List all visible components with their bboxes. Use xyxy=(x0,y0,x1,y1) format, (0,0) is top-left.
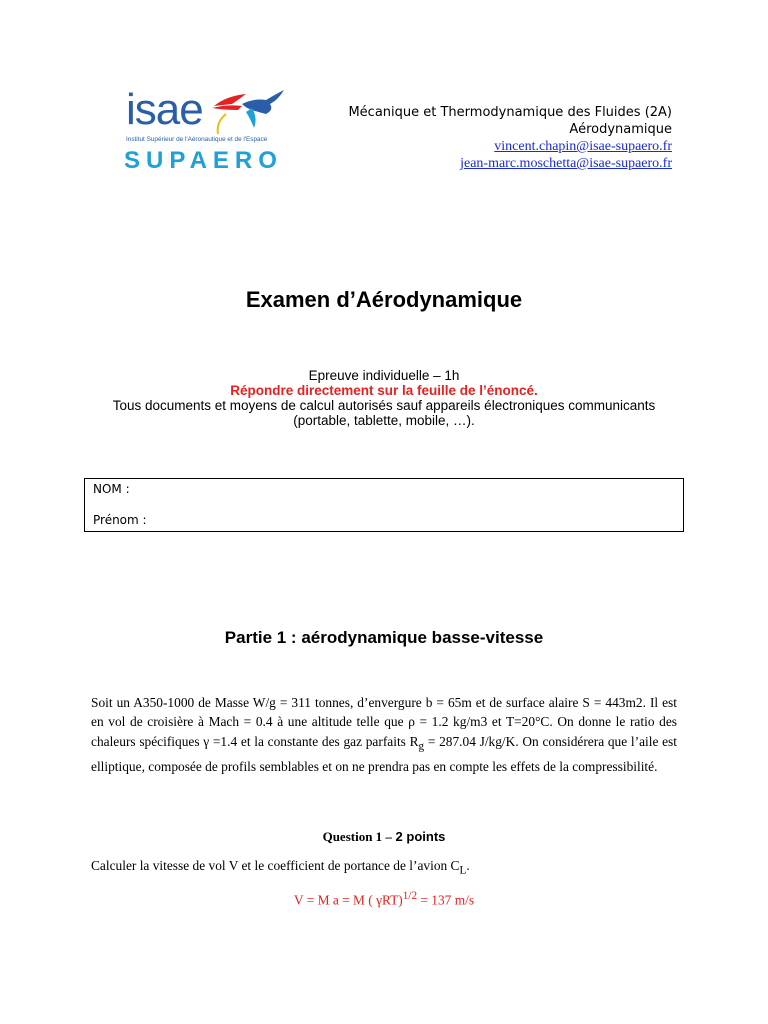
email-link-chapin[interactable]: vincent.chapin@isae-supaero.fr xyxy=(494,139,672,154)
nom-label: NOM : xyxy=(93,482,130,496)
question-prompt xyxy=(91,858,470,877)
prenom-label: Prénom : xyxy=(93,513,147,527)
course-name: Mécanique et Thermodynamique des Fluides (2A) xyxy=(348,105,672,120)
course-header xyxy=(348,104,672,172)
formula-exponent: 1/2 xyxy=(402,890,418,902)
problem-statement xyxy=(91,693,677,776)
problem-text-part1: Soit un A350-1000 de Masse W/g = 311 tonnes, d’envergure b = 65m et de surface alaire S = 443m2. Il est en vol de croisière à Mach = 0.4 à une altitude telle que ρ = 1.2 kg/m3 et T=20°C. On donne le ratio des chaleurs spécifiques γ =1.4 et la constante des gaz parfaits R xyxy=(91,695,677,749)
section-heading: Partie 1 : aérodynamique basse-vitesse xyxy=(224,628,544,647)
question-heading xyxy=(0,829,768,845)
lift-coefficient-subscript: L xyxy=(459,864,467,877)
formula-result: = 137 m/s xyxy=(417,892,475,908)
problem-text-part2: = 287.04 J/kg/K. On considérera que l’aile est elliptique, composée de profils semblables et on ne prendra pas en compte les effets de la compressibilité. xyxy=(91,733,677,774)
logo-isae-text: isae xyxy=(126,85,203,134)
formula-left: V = M a = M ( γRT) xyxy=(293,892,403,908)
logo-supaero-text: SUPAERO xyxy=(124,147,283,174)
email-link-moschetta[interactable]: jean-marc.moschetta@isae-supaero.fr xyxy=(460,156,672,171)
question-label: Question 1 – xyxy=(322,829,392,844)
documents-rule: Tous documents et moyens de calcul autorisés sauf appareils électroniques communicants xyxy=(112,398,656,413)
devices-rule: (portable, tablette, mobile, …). xyxy=(293,413,475,428)
course-subject: Aérodynamique xyxy=(569,122,672,137)
question-points: 2 points xyxy=(391,829,446,844)
exam-title: Examen d’Aérodynamique xyxy=(245,287,523,312)
bird-plane-icon xyxy=(208,88,284,138)
prompt-text: Calculer la vitesse de vol V et le coefficient de portance de l’avion C xyxy=(91,858,460,873)
isae-supaero-logo xyxy=(122,85,284,180)
answer-instruction: Répondre directement sur la feuille de l’énoncé. xyxy=(230,383,538,398)
exam-instructions xyxy=(0,368,768,428)
logo-subtitle: Institut Supérieur de l'Aéronautique et de l'Espace xyxy=(126,136,268,143)
exam-duration: Epreuve individuelle – 1h xyxy=(308,368,460,383)
answer-formula xyxy=(0,890,768,908)
student-identity-box[interactable] xyxy=(84,478,684,532)
gas-constant-subscript: g xyxy=(418,740,425,753)
prompt-end: . xyxy=(466,858,470,873)
